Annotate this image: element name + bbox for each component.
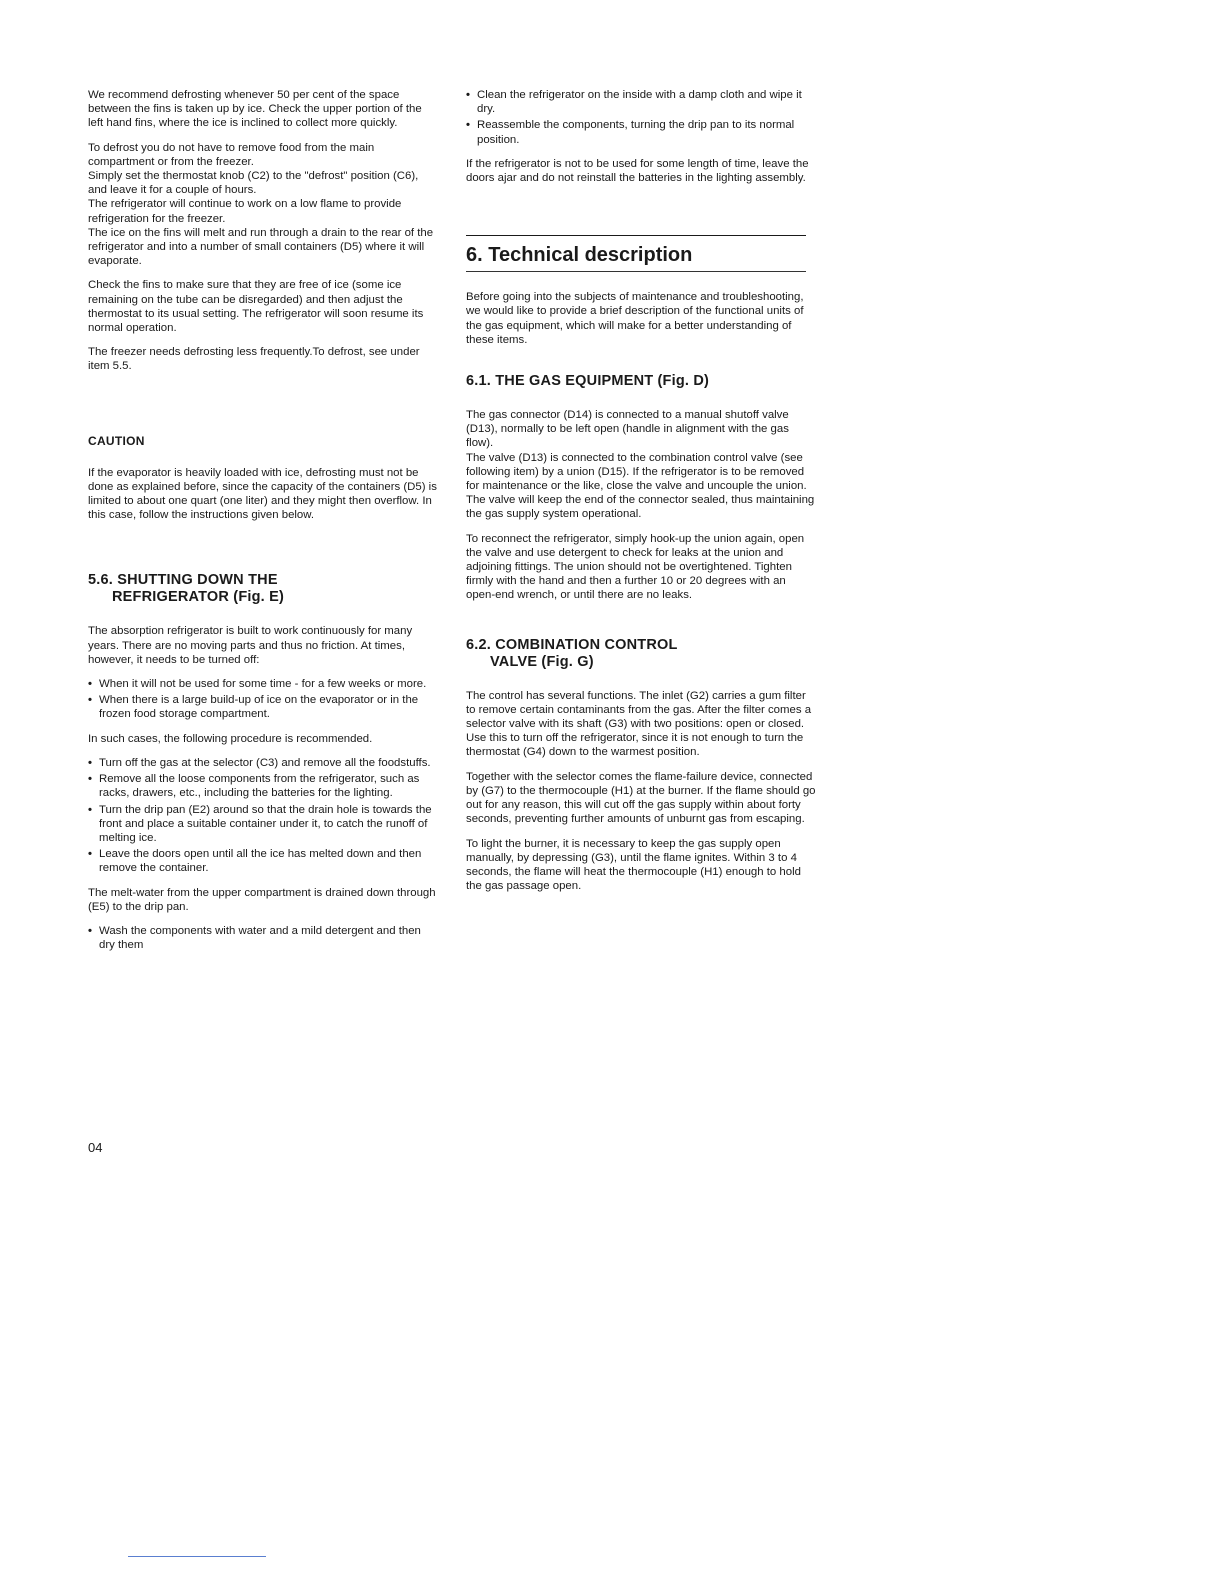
- list-item: • Reassemble the components, turning the drip pan to its normal position.: [466, 119, 795, 146]
- list-item: • When it will not be used for some time - for a few weeks or more.: [88, 678, 427, 691]
- list-item: • Remove all the loose components from the refrigerator, such as racks, drawers, etc., including the batteries for the lighting.: [88, 773, 420, 800]
- caution-title: CAUTION: [88, 433, 145, 448]
- paragraph: The freezer needs defrosting less frequently.To defrost, see under item 5.5.: [88, 346, 420, 373]
- paragraph: To defrost you do not have to remove food from the main compartment or from the freezer.: [88, 141, 375, 168]
- page-number: 04: [88, 1140, 103, 1155]
- paragraph: The absorption refrigerator is built to work continuously for many years. There are no moving parts and thus no friction. At times, however, it needs to be turned off:: [88, 625, 413, 666]
- section-heading-5-6: [88, 572, 438, 606]
- heading-rule-top: [466, 235, 806, 236]
- section-heading-6: 6. Technical description: [466, 244, 693, 267]
- paragraph: The valve (D13) is connected to the combination control valve (see following item) by a union (D15). If the refrigerator is to be removed for maintenance or the like, close the valve and uncouple the union. The valve will keep the end of the connector sealed, thus maintaining the gas supply system operational.: [466, 451, 815, 521]
- paragraph: Together with the selector comes the flame-failure device, connected by (G7) to the thermocouple (H1) at the burner. If the flame should go out for any reason, this will cut off the gas supply within about forty seconds, preventing further amounts of unburnt gas from escaping.: [466, 770, 816, 826]
- paragraph: The gas connector (D14) is connected to a manual shutoff valve (D13), normally to be left open (handle in alignment with the gas flow).: [466, 409, 789, 450]
- list-item: • When there is a large build-up of ice on the evaporator or in the frozen food storage compartment.: [88, 694, 419, 721]
- paragraph: The ice on the fins will melt and run through a drain to the rear of the refrigerator and into a number of small containers (D5) where it will evaporate.: [88, 226, 434, 268]
- heading-line: VALVE (Fig. G): [490, 653, 594, 670]
- bullet-list: [88, 756, 438, 876]
- heading-line: REFRIGERATOR (Fig. E): [112, 589, 285, 606]
- list-item: • Wash the components with water and a mild detergent and then dry them: [88, 924, 421, 952]
- paragraph: The melt-water from the upper compartment is drained down through (E5) to the drip pan.: [88, 886, 436, 913]
- paragraph: Check the fins to make sure that they are free of ice (some ice remaining on the tube can be disregarded) and then adjust the thermostat to its usual setting. The refrigerator will soon resume its normal operation.: [88, 279, 424, 335]
- section-heading-6-1: 6.1. THE GAS EQUIPMENT (Fig. D): [466, 373, 710, 390]
- paragraph: We recommend defrosting whenever 50 per cent of the space between the fins is taken up by ice. Check the upper portion of the left hand fins, where the ice is inclined to collect more quickly.: [88, 89, 422, 130]
- paragraph: In such cases, the following procedure is recommended.: [88, 732, 373, 745]
- bullet-list: [466, 88, 816, 147]
- list-item: • Turn off the gas at the selector (C3) and remove all the foodstuffs.: [88, 756, 431, 769]
- list-item: • Turn the drip pan (E2) around so that the drain hole is towards the front and place a suitable container under it, to catch the runoff of melting ice.: [88, 803, 432, 844]
- paragraph: To reconnect the refrigerator, simply hook-up the union again, open the valve and use detergent to check for leaks at the union and adjoining fittings. The union should not be overtightened. Tighten firmly with the hand and then a further 10 or 20 degrees with an open-end wrench, or until there are no leaks.: [466, 532, 805, 602]
- left-column: [88, 88, 438, 962]
- paragraph: The refrigerator will continue to work on a low flame to provide refrigeration for the freezer.: [88, 198, 402, 225]
- caution-text: If the evaporator is heavily loaded with ice, defrosting must not be done as explained before, since the capacity of the containers (D5) is limited to about one quart (one liter) and they might then overflow. In this case, follow the instructions given below.: [88, 466, 437, 522]
- list-item: • Clean the refrigerator on the inside with a damp cloth and wipe it dry.: [466, 89, 802, 116]
- paragraph: Simply set the thermostat knob (C2) to the "defrost" position (C6), and leave it for a couple of hours.: [88, 170, 419, 197]
- section-heading-6-2: [466, 637, 816, 671]
- heading-rule-bottom: [466, 271, 806, 272]
- bullet-list: [88, 677, 438, 722]
- paragraph: The control has several functions. The inlet (G2) carries a gum filter to remove certain contaminants from the gas. After the filter comes a selector valve with its shaft (G3) with two positions: open or closed. Use this to turn off the refrigerator, since it is not enough to turn the thermostat (G4) down to the warmest position.: [466, 689, 812, 759]
- paragraph: To light the burner, it is necessary to keep the gas supply open manually, by depressing (G3), until the flame ignites. Within 3 to 4 seconds, the flame will heat the thermocouple (H1) enough to hold the gas passage open.: [466, 837, 801, 893]
- paragraph: If the refrigerator is not to be used for some length of time, leave the doors ajar and do not reinstall the batteries in the lighting assembly.: [466, 157, 809, 185]
- bullet-list: [88, 924, 438, 952]
- list-item: • Leave the doors open until all the ice has melted down and then remove the container.: [88, 848, 422, 875]
- heading-line: 5.6. SHUTTING DOWN THE: [88, 572, 278, 589]
- heading-line: 6.2. COMBINATION CONTROL: [466, 636, 678, 653]
- footer-rule: [128, 1556, 266, 1557]
- right-column: [466, 88, 816, 903]
- paragraph: Before going into the subjects of maintenance and troubleshooting, we would like to provide a brief description of the functional units of the gas equipment, which will make for a better understanding of these items.: [466, 291, 804, 346]
